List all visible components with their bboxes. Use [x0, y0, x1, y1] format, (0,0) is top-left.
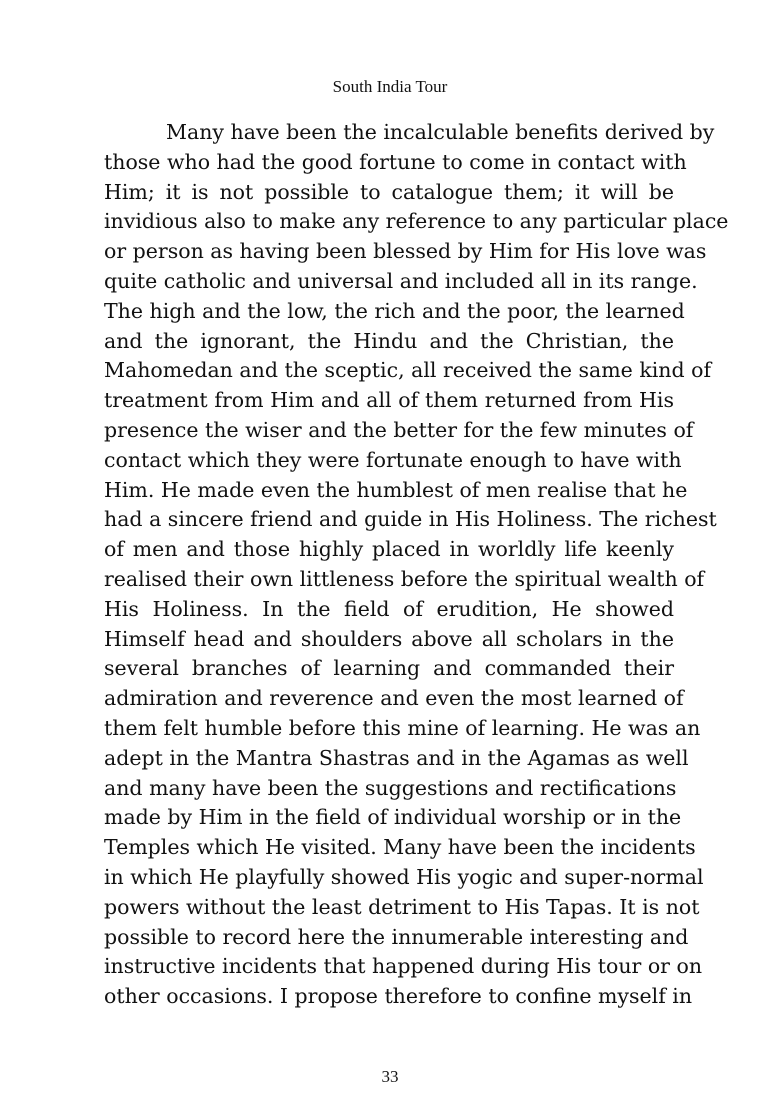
text-line: several branches of learning and commanded their — [104, 656, 674, 681]
text-line: possible to record here the innumerable interesting and — [104, 924, 689, 949]
text-line: realised their own littleness before the spiritual wealth of — [104, 566, 705, 591]
text-line: Him; it is not possible to catalogue them; it will be — [104, 179, 674, 204]
text-line: presence the wiser and the better for the few minutes of — [104, 417, 694, 442]
text-line: other occasions. I propose therefore to confine myself in — [104, 984, 693, 1009]
text-line: powers without the least detriment to His Tapas. It is not — [104, 894, 700, 919]
text-line: and the ignorant, the Hindu and the Christian, the — [104, 328, 674, 353]
text-line: instructive incidents that happened during His tour or on — [104, 954, 703, 979]
text-line: those who had the good fortune to come in contact with — [104, 149, 687, 174]
text-line: invidious also to make any reference to any particular place — [104, 209, 729, 234]
body-paragraph — [104, 118, 729, 1012]
text-line: Temples which He visited. Many have been the incidents — [104, 835, 696, 860]
text-line: Him. He made even the humblest of men realise that he — [104, 477, 688, 502]
text-line: treatment from Him and all of them returned from His — [104, 388, 674, 413]
text-line: and many have been the suggestions and rectifications — [104, 775, 677, 800]
text-line: of men and those highly placed in worldly life keenly — [104, 537, 674, 562]
text-line: them felt humble before this mine of learning. He was an — [104, 715, 701, 740]
text-line: made by Him in the field of individual worship or in the — [104, 805, 682, 830]
text-line: Mahomedan and the sceptic, all received the same kind of — [104, 358, 712, 383]
text-line: Many have been the incalculable benefits derived by — [166, 120, 715, 144]
text-line: admiration and reverence and even the most learned of — [104, 686, 684, 711]
text-line: had a sincere friend and guide in His Holiness. The richest — [104, 507, 717, 532]
text-line: His Holiness. In the field of erudition, He showed — [104, 596, 674, 621]
text-line: adept in the Mantra Shastras and in the Agamas as well — [104, 745, 689, 770]
text-line: The high and the low, the rich and the poor, the learned — [104, 298, 685, 323]
text-line: quite catholic and universal and included all in its range. — [104, 268, 698, 293]
text-line: or person as having been blessed by Him for His love was — [104, 239, 707, 264]
running-head: South India Tour — [332, 77, 448, 96]
text-line: contact which they were fortunate enough to have with — [104, 447, 682, 472]
text-line: in which He playfully showed His yogic and super-normal — [104, 864, 704, 889]
text-line: Himself head and shoulders above all scholars in the — [104, 626, 674, 651]
page-number: 33 — [381, 1067, 399, 1086]
